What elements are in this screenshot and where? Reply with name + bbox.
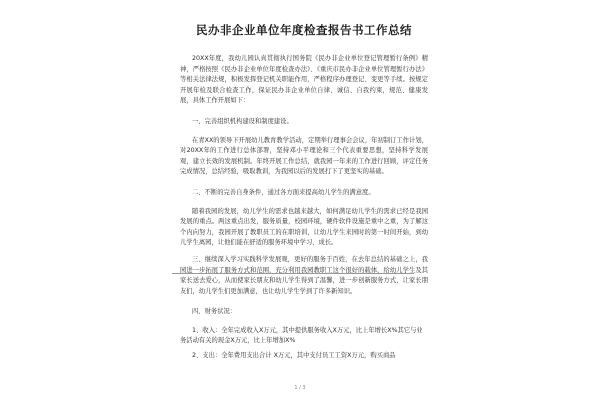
section-heading-1: 一、完善组织机构建设和制度建设。 — [192, 117, 293, 125]
section-divider — [172, 273, 414, 274]
intro-paragraph: 20XX年度，我幼儿园认真贯彻执行国务院《民办非企业单位登记管理暂行条例》精神，严格按照《民办非企业单位年度检查办法》、《重庆市民办非企业单位管理暂行办法》等相关法律法规，积极发挥登记机关职能作用，严格程序办理登记、变更等手续。按规定开展年检及联合检查工作，保证民办非企业单位自律、诚信、自我约束，规范、健康发展，具体工作开展如下： — [180, 55, 428, 105]
section-heading-4: 四、财务状况： — [192, 308, 237, 316]
document-title: 民办非企业单位年度检查报告书工作总结 — [196, 23, 412, 37]
finance-item-expense: 2、支出：全年费用支出合计 X万元，其中支付员工工资X万元，购买商品 — [192, 352, 396, 360]
section-heading-2: 二、不断的完善自身条件，通过各方面来提高幼儿学生的满意度。 — [192, 188, 375, 196]
finance-item-income: 1、收入：全年完成收入X万元，其中提供服务收入X万元，比上年增长X%其它与业务活动有关的现金X万元，比上年增加X% — [180, 326, 423, 345]
section-heading-3: 三、继续深入学习实践科学发展观，更好的服务于百姓，在去年总结的基础之上，我园进一步拓展了服务方式和范围，充分利用我园教职工这个很好的载体，给幼儿学生及其家长送去爱心，从而使家长朋友和幼儿学生得到了温馨，进一步创新服务方式，让家长朋友们，幼儿学生们更加满意，也让幼儿学生学到了许多新知识。 — [180, 255, 428, 295]
page-number: 1 / 3 — [294, 385, 306, 391]
section-body-2: 随着我园的发展，幼儿学生的需求也越来越大，如何满足幼儿学生的需求已经是我园发展的重点。两这重点出发，服务质量，校园环境，硬件软件设施是重中之重，为了解这个内向努力，我园开展了教职员工的在职培训，让幼儿学生来园时的第一时间开始，到幼儿学生离园，让他们能在舒适的服务环境中学习、成长。 — [180, 207, 428, 247]
document-body — [180, 22, 428, 366]
section-body-1: 在青XX的领导下开展幼儿教育教学活动，定期举行理事会会议，年初制订工作计划，对20XX年的工作进行总体部署，坚持邓小平理论和三个代表重要思想，坚持科学发展观，建立长效的发展机制。年终开展工作总结，就我园一年来的工作进行回顾，评定任务完成情况，总结经验，吸取教训，为我园以后的发展打下了更坚实的基础。 — [180, 136, 428, 176]
